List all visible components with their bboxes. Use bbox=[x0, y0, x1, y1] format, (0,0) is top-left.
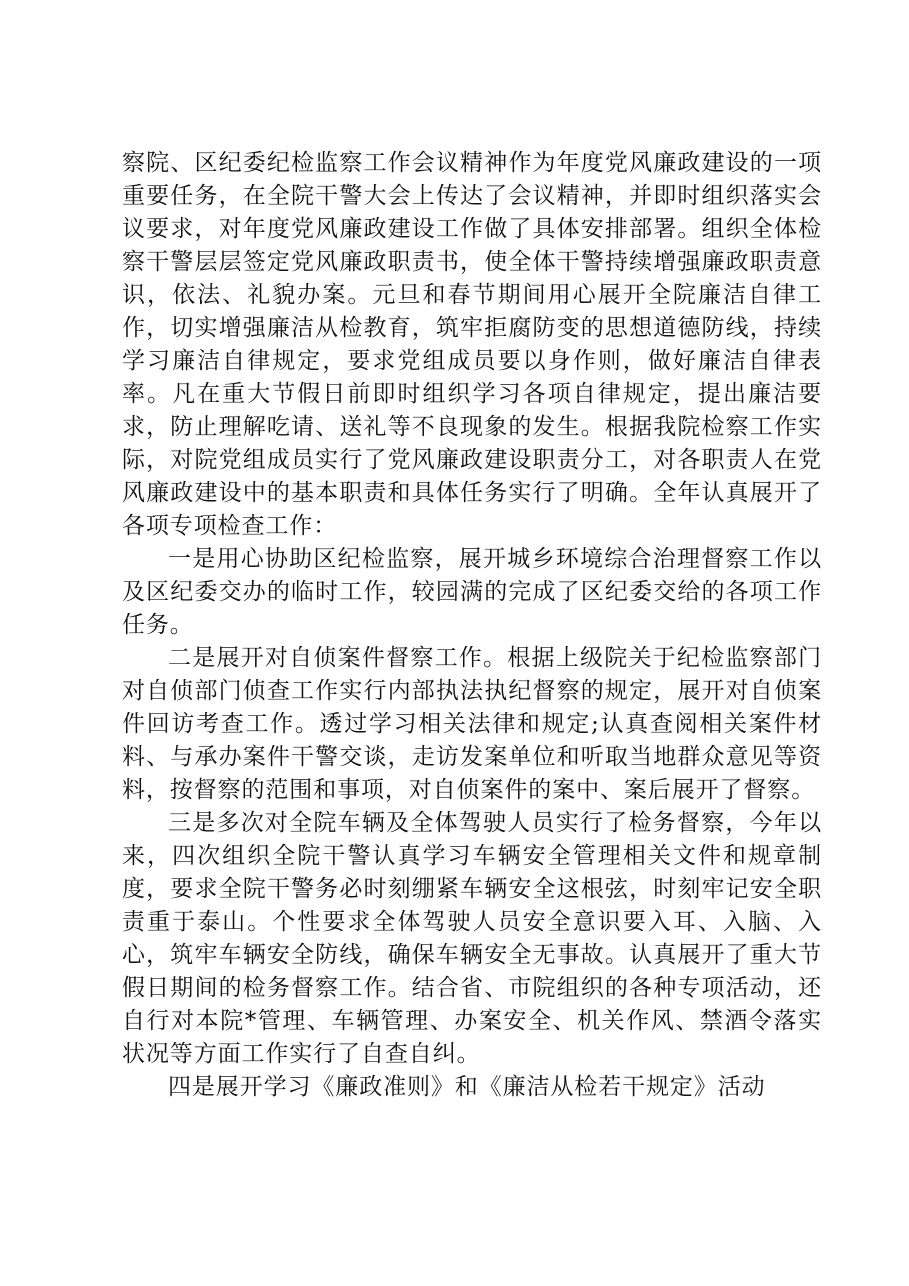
document-body bbox=[122, 147, 822, 1104]
paragraph-item-three: 三是多次对全院车辆及全体驾驶人员实行了检务督察，今年以来，四次组织全院干警认真学习车辆安全管理相关文件和规章制度，要求全院干警务必时刻绷紧车辆安全这根弦，时刻牢记安全职责重于泰山。个性要求全体驾驶人员安全意识要入耳、入脑、入心，筑牢车辆安全防线，确保车辆安全无事故。认真展开了重大节假日期间的检务督察工作。结合省、市院组织的各种专项活动，还自行对本院*管理、车辆管理、办案安全、机关作风、禁酒令落实状况等方面工作实行了自查自纠。 bbox=[122, 810, 822, 1067]
paragraph-continuation: 察院、区纪委纪检监察工作会议精神作为年度党风廉政建设的一项重要任务，在全院干警大会上传达了会议精神，并即时组织落实会议要求，对年度党风廉政建设工作做了具体安排部署。组织全体检察干警层层签定党风廉政职责书，使全体干警持续增强廉政职责意识，依法、礼貌办案。元旦和春节期间用心展开全院廉洁自律工作，切实增强廉洁从检教育，筑牢拒腐防变的思想道德防线，持续学习廉洁自律规定，要求党组成员要以身作则，做好廉洁自律表率。凡在重大节假日前即时组织学习各项自律规定，提出廉洁要求，防止理解吃请、送礼等不良现象的发生。根据我院检察工作实际，对院党组成员实行了党风廉政建设职责分工，对各职责人在党风廉政建设中的基本职责和具体任务实行了明确。全年认真展开了各项专项检查工作： bbox=[122, 150, 822, 539]
paragraph-item-two: 二是展开对自侦案件督察工作。根据上级院关于纪检监察部门对自侦部门侦查工作实行内部执法执纪督察的规定，展开对自侦案件回访考查工作。透过学习相关法律和规定;认真查阅相关案件材料、与承办案件干警交谈，走访发案单位和听取当地群众意见等资料，按督察的范围和事项，对自侦案件的案中、案后展开了督察。 bbox=[122, 645, 822, 803]
paragraph-item-one: 一是用心协助区纪检监察，展开城乡环境综合治理督察工作以及区纪委交办的临时工作，较园满的完成了区纪委交给的各项工作任务。 bbox=[122, 546, 822, 638]
paragraph-item-four: 四是展开学习《廉政准则》和《廉洁从检若干规定》活动 bbox=[168, 1074, 766, 1100]
